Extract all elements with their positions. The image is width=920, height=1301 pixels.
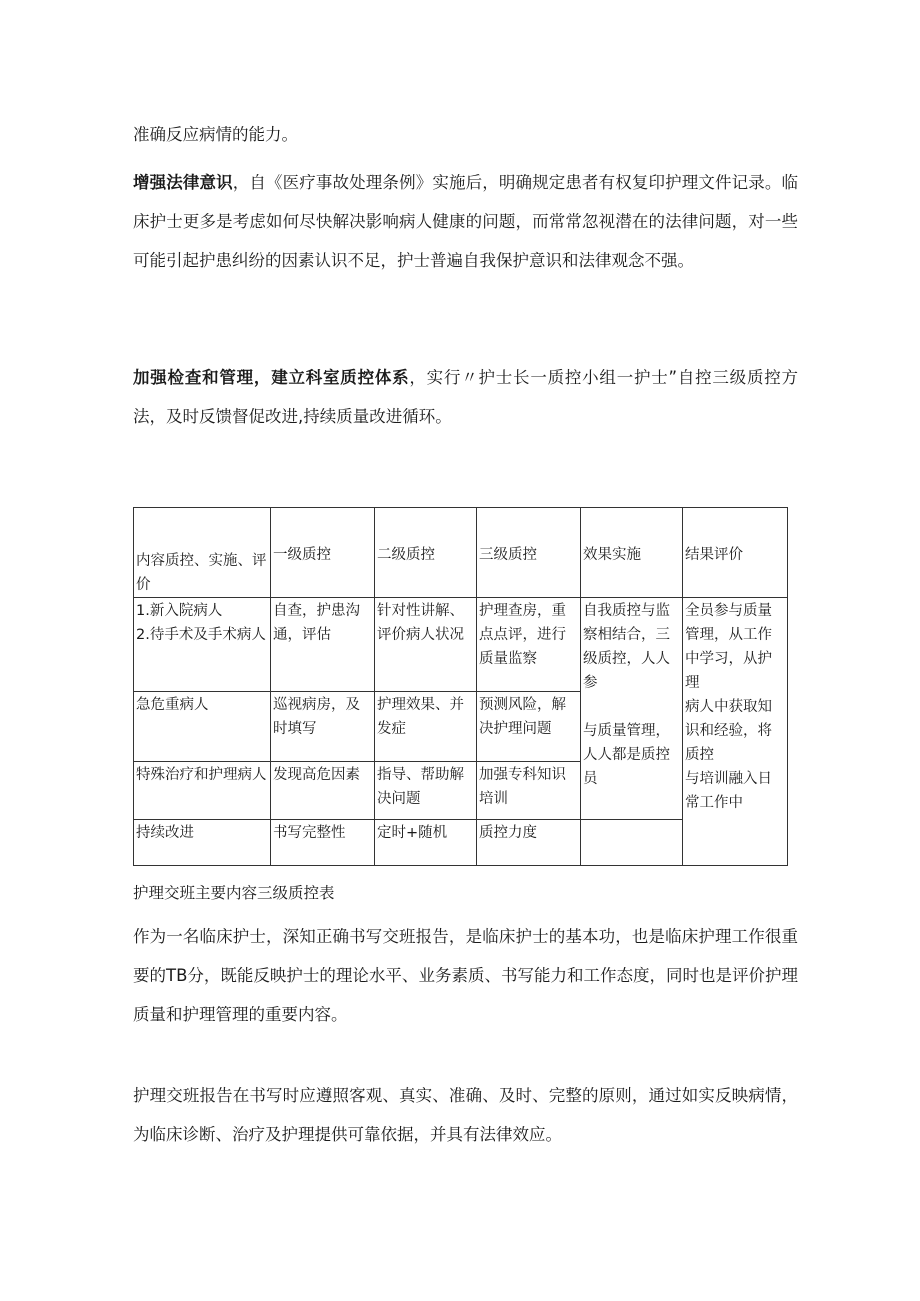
table-cell-level1: 自查，护患沟通，评估: [271, 598, 375, 692]
table-header-row: [134, 508, 788, 598]
table-cell-content: 1.新入院病人 2.待手术及手术病人: [134, 598, 271, 692]
paragraph-ability: [133, 115, 798, 154]
paragraph-handover-report: [133, 917, 798, 1034]
table-cell-level2: 定时+随机: [375, 820, 477, 866]
header-cell: 三级质控: [477, 508, 581, 598]
quality-control-table: [133, 507, 788, 866]
table-cell-content: 持续改进: [134, 820, 271, 866]
paragraph-text: ，自《医疗事故处理条例》实施后，明确规定患者有权复印护理文件记录。临床护士更多是考虑如何尽快解决影响病人健康的问题，而常常忽视潜在的法律问题，对一些可能引起护患纠纷的因素认识不足，护士普遍自我保护意识和法律观念不强。: [133, 173, 799, 270]
header-cell: 二级质控: [375, 508, 477, 598]
paragraph-writing-principles: [133, 1076, 798, 1154]
bold-heading: 加强检查和管理，建立科室质控体系: [133, 368, 410, 387]
table-cell-level2: 护理效果、并发症: [375, 692, 477, 762]
table-cell-result: 全员参与质量管理，从工作中学习，从护理 病人中获取知识和经验，将质控 与培训融入日常工作中: [683, 598, 788, 866]
paragraph-quality-system: [133, 358, 798, 436]
table-cell-level3: 加强专科知识培训: [477, 762, 581, 820]
paragraph-text: 护理交班报告在书写时应遵照客观、真实、准确、及时、完整的原则，通过如实反映病情，为临床诊断、治疗及护理提供可靠依据，并具有法律效应。: [133, 1086, 798, 1144]
table-cell-level2: 针对性讲解、评价病人状况: [375, 598, 477, 692]
paragraph-legal-awareness: [133, 163, 798, 280]
table-cell-content: 特殊治疗和护理病人: [134, 762, 271, 820]
header-cell: 一级质控: [271, 508, 375, 598]
paragraph-text: ，实行〃护士长一质控小组一护士”自控三级质控方法，及时反馈督促改进,持续质量改进循环。: [133, 368, 798, 426]
table-cell-level3: 质控力度: [477, 820, 581, 866]
table-cell-level3: 预测风险，解决护理问题: [477, 692, 581, 762]
table-cell-level1: 发现高危因素: [271, 762, 375, 820]
table-cell-content: 急危重病人: [134, 692, 271, 762]
table-row: [134, 598, 788, 692]
header-cell: 内容质控、实施、评价: [134, 508, 271, 598]
bold-heading: 增强法律意识: [133, 173, 233, 192]
table-cell-level3: 护理查房，重点点评，进行质量监察: [477, 598, 581, 692]
table-cell-effect: 自我质控与监察相结合，三级质控，人人参 与质量管理，人人都是质控员: [581, 598, 683, 820]
paragraph-text: 准确反应病情的能力。: [133, 125, 298, 144]
table-caption: 护理交班主要内容三级质控表: [133, 884, 335, 902]
table-cell-level2: 指导、帮助解决问题: [375, 762, 477, 820]
table-cell-effect-empty: [581, 820, 683, 866]
table-cell-level1: 巡视病房，及时填写: [271, 692, 375, 762]
header-cell: 效果实施: [581, 508, 683, 598]
table-cell-level1: 书写完整性: [271, 820, 375, 866]
header-cell: 结果评价: [683, 508, 788, 598]
paragraph-text: 作为一名临床护士，深知正确书写交班报告，是临床护士的基本功，也是临床护理工作很重要的TB分，既能反映护士的理论水平、业务素质、书写能力和工作态度，同时也是评价护理质量和护理管理的重要内容。: [133, 927, 798, 1024]
